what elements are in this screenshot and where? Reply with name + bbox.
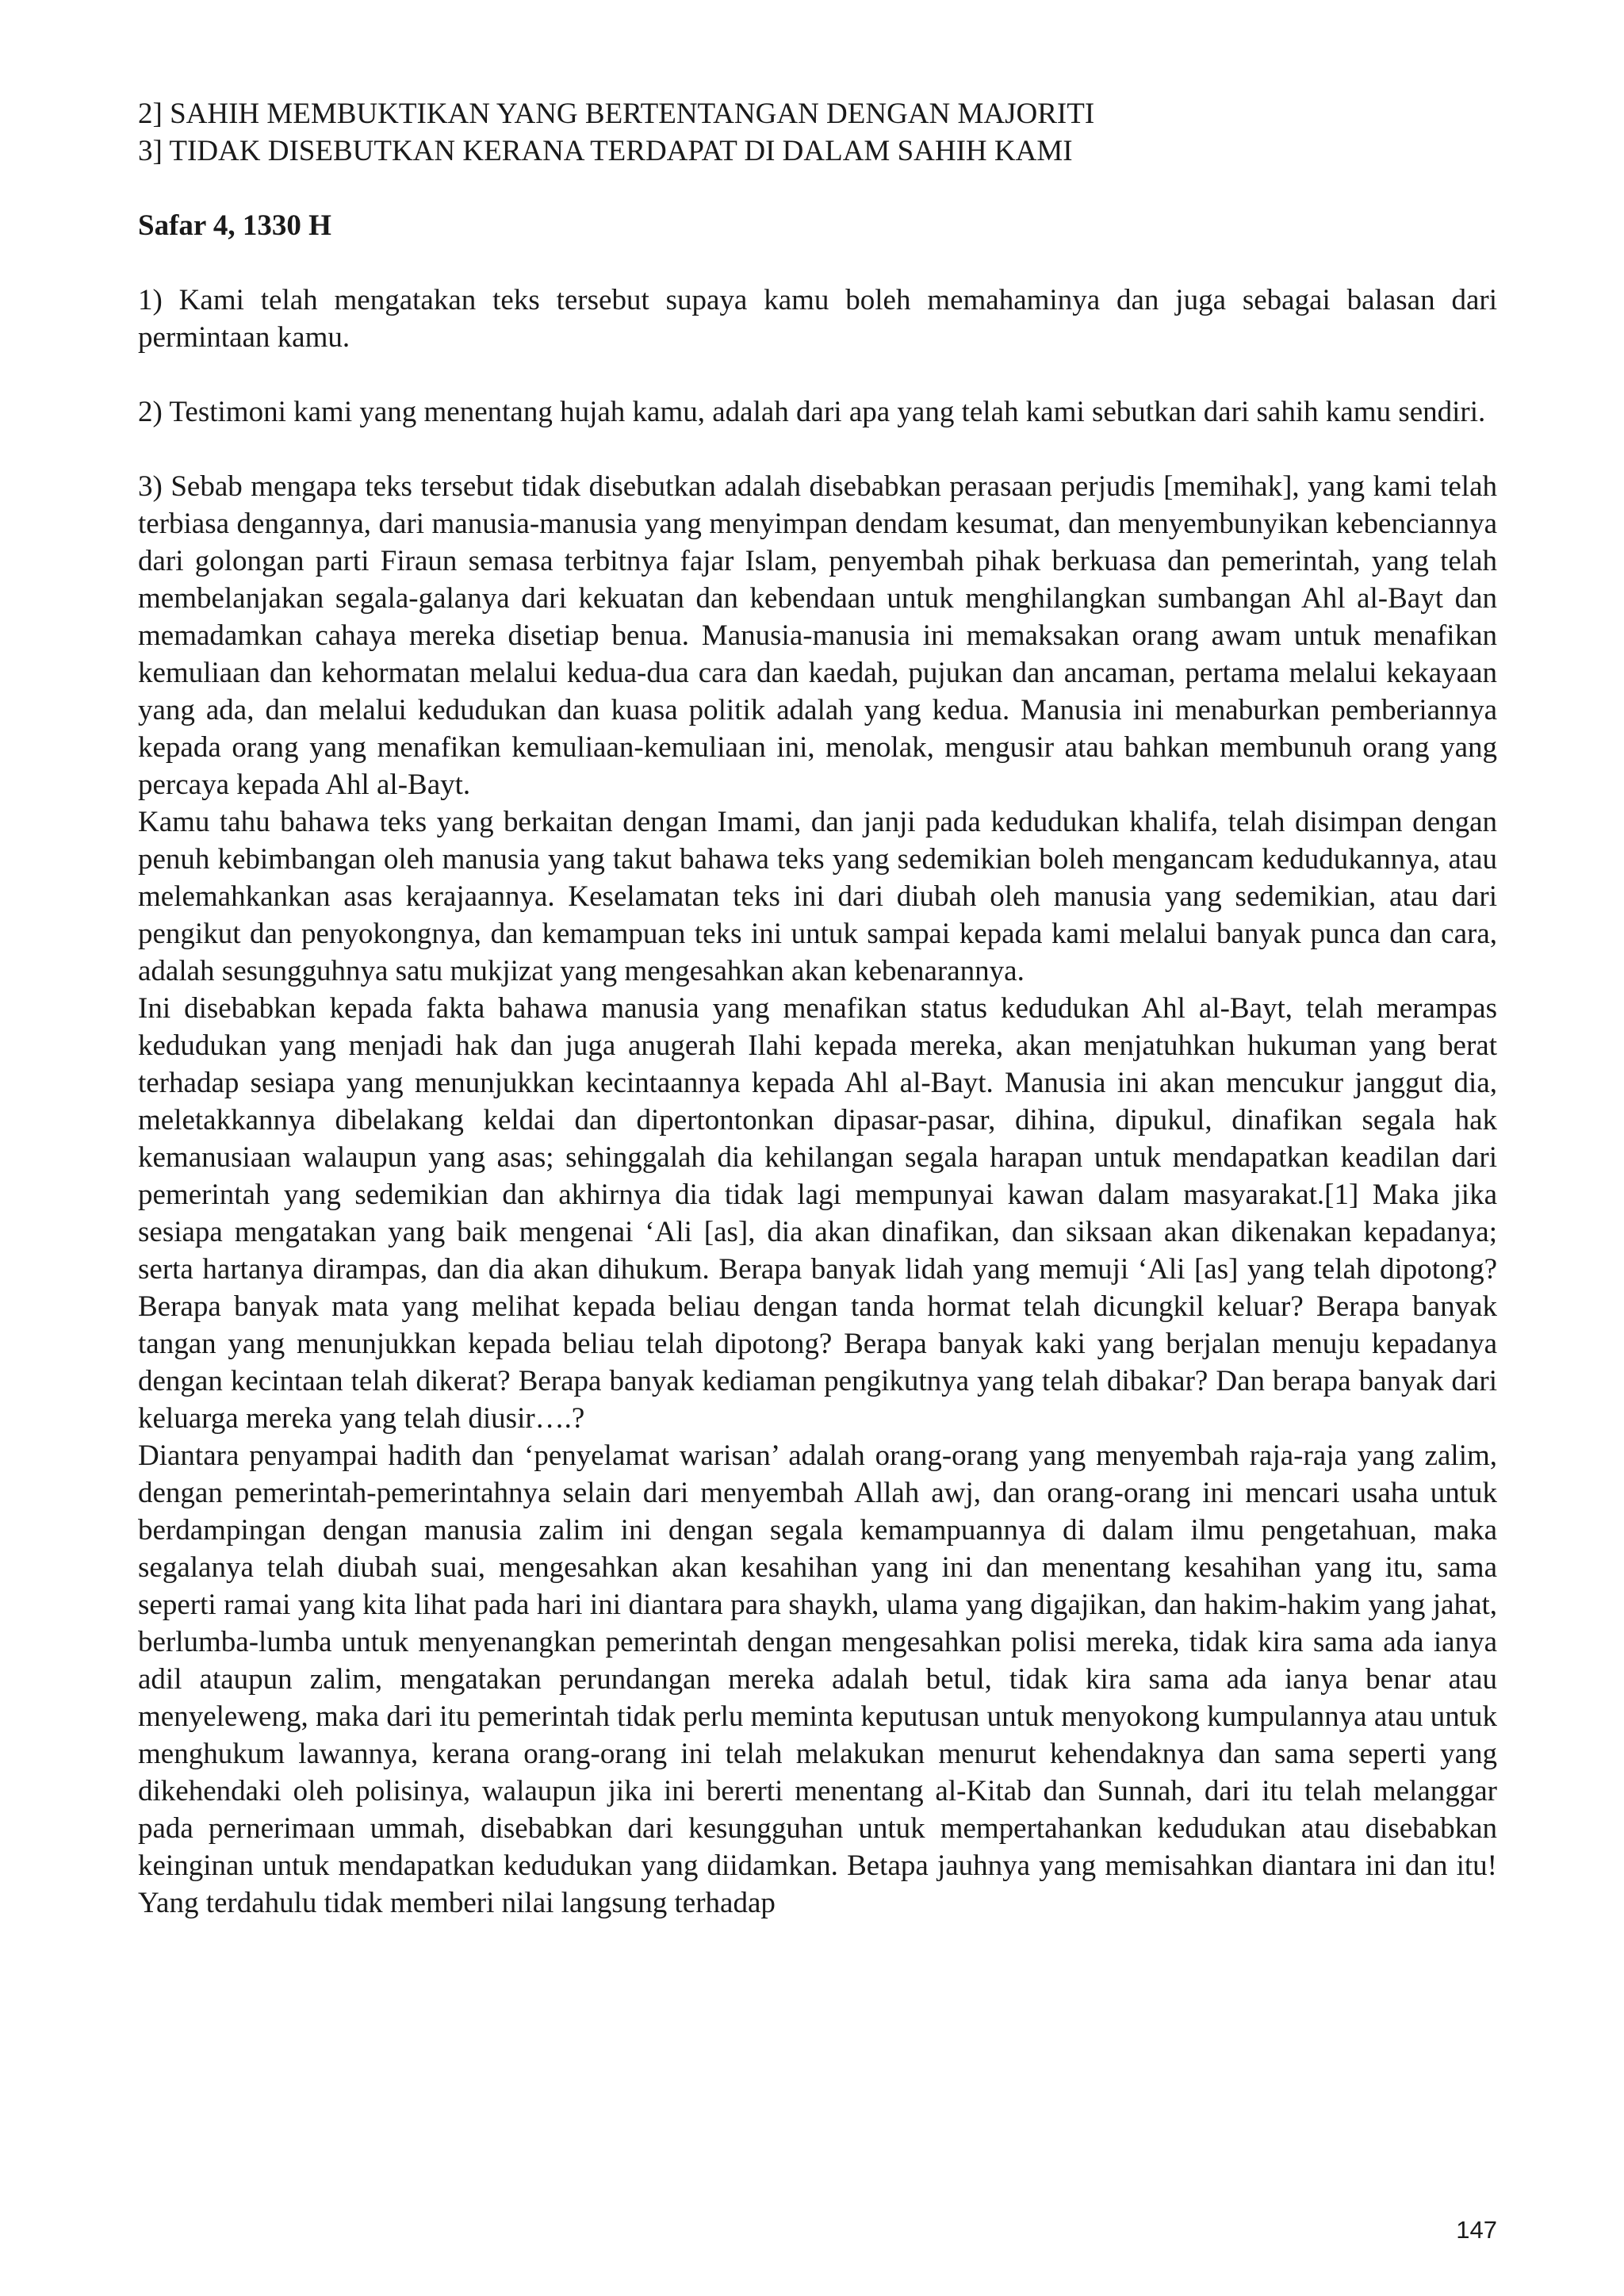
paragraph-1: 1) Kami telah mengatakan teks tersebut supaya kamu boleh memahaminya dan juga sebagai balasan dari permintaan kamu. xyxy=(138,284,1497,354)
document-page xyxy=(138,95,1497,1922)
paragraph-3: 3) Sebab mengapa teks tersebut tidak disebutkan adalah disebabkan perasaan perjudis [memihak], yang kami telah terbiasa dengannya, dari manusia-manusia yang menyimpan dendam kesumat, dan menyembunyikan kebenciannya dari golongan parti Firaun semasa terbitnya fajar Islam, penyembah pihak berkuasa dan pemerintah, yang telah membelanjakan segala-galanya dari kekuatan dan kebendaan untuk menghilangkan sumbangan Ahl al-Bayt dan memadamkan cahaya mereka disetiap benua. Manusia-manusia ini memaksakan orang awam untuk menafikan kemuliaan dan kehormatan melalui kedua-dua cara dan kaedah, pujukan dan ancaman, pertama melalui kekayaan yang ada, dan melalui kedudukan dan kuasa politik adalah yang kedua. Manusia ini menaburkan pemberiannya kepada orang yang menafikan kemuliaan-kemuliaan ini, menolak, mengusir atau bahkan membunuh orang yang percaya kepada Ahl al-Bayt. xyxy=(138,470,1497,801)
section-heading-3: 3] TIDAK DISEBUTKAN KERANA TERDAPAT DI DALAM SAHIH KAMI xyxy=(138,135,1073,167)
paragraph-6: Diantara penyampai hadith dan ‘penyelamat warisan’ adalah orang-orang yang menyembah raja-raja yang zalim, dengan pemerintah-pemerintahnya selain dari menyembah Allah awj, dan orang-orang ini mencari usaha untuk berdampingan dengan manusia zalim ini dengan segala kemampuannya di dalam ilmu pengetahuan, maka segalanya telah diubah suai, mengesahkan akan kesahihan yang ini dan menentang kesahihan yang itu, sama seperti ramai yang kita lihat pada hari ini diantara para shaykh, ulama yang digajikan, dan hakim-hakim yang jahat, berlumba-lumba untuk menyenangkan pemerintah dengan mengesahkan polisi mereka, tidak kira sama ada ianya adil ataupun zalim, mengatakan perundangan mereka adalah betul, tidak kira sama ada ianya benar atau menyeleweng, maka dari itu pemerintah tidak perlu meminta keputusan untuk menyokong kumpulannya atau untuk menghukum lawannya, kerana orang-orang ini telah melakukan menurut kehendaknya dan sama seperti yang dikehendaki oleh polisinya, walaupun jika ini bererti menentang al-Kitab dan Sunnah, dari itu telah melanggar pada pernerimaan ummah, disebabkan dari kesungguhan untuk mempertahankan kedudukan atau disebabkan keinginan untuk mendapatkan kedudukan yang diidamkan. Betapa jauhnya yang memisahkan diantara ini dan itu! Yang terdahulu tidak memberi nilai langsung terhadap xyxy=(138,1439,1497,1919)
section-heading-2: 2] SAHIH MEMBUKTIKAN YANG BERTENTANGAN DENGAN MAJORITI xyxy=(138,98,1095,130)
paragraph-4: Kamu tahu bahawa teks yang berkaitan dengan Imami, dan janji pada kedudukan khalifa, telah disimpan dengan penuh kebimbangan oleh manusia yang takut bahawa teks yang sedemikian boleh mengancam kedudukannya, atau melemahkankan asas kerajaannya. Keselamatan teks ini dari diubah oleh manusia yang sedemikian, atau dari pengikut dan penyokongnya, dan kemampuan teks ini untuk sampai kepada kami melalui banyak punca dan cara, adalah sesungguhnya satu mukjizat yang mengesahkan akan kebenarannya. xyxy=(138,806,1497,987)
page-number: 147 xyxy=(1456,2216,1497,2244)
paragraph-5: Ini disebabkan kepada fakta bahawa manusia yang menafikan status kedudukan Ahl al-Bayt, telah merampas kedudukan yang menjadi hak dan juga anugerah Ilahi kepada mereka, akan menjatuhkan hukuman yang berat terhadap sesiapa yang menunjukkan kecintaannya kepada Ahl al-Bayt. Manusia ini akan mencukur janggut dia, meletakkannya dibelakang keldai dan dipertontonkan dipasar-pasar, dihina, dipukul, dinafikan segala hak kemanusiaan walaupun yang asas; sehinggalah dia kehilangan segala harapan untuk mendapatkan keadilan dari pemerintah yang sedemikian dan akhirnya dia tidak lagi mempunyai kawan dalam masyarakat.[1] Maka jika sesiapa mengatakan yang baik mengenai ‘Ali [as], dia akan dinafikan, dan siksaan akan dikenakan kepadanya; serta hartanya dirampas, dan dia akan dihukum. Berapa banyak lidah yang memuji ‘Ali [as] yang telah dipotong? Berapa banyak mata yang melihat kepada beliau dengan tanda hormat telah dicungkil keluar? Berapa banyak tangan yang menunjukkan kepada beliau telah dipotong? Berapa banyak kaki yang berjalan menuju kepadanya dengan kecintaan telah dikerat? Berapa banyak kediaman pengikutnya yang telah dibakar? Dan berapa banyak dari keluarga mereka yang telah diusir….? xyxy=(138,992,1497,1435)
letter-date: Safar 4, 1330 H xyxy=(138,209,331,242)
paragraph-2: 2) Testimoni kami yang menentang hujah kamu, adalah dari apa yang telah kami sebutkan dari sahih kamu sendiri. xyxy=(138,396,1486,428)
